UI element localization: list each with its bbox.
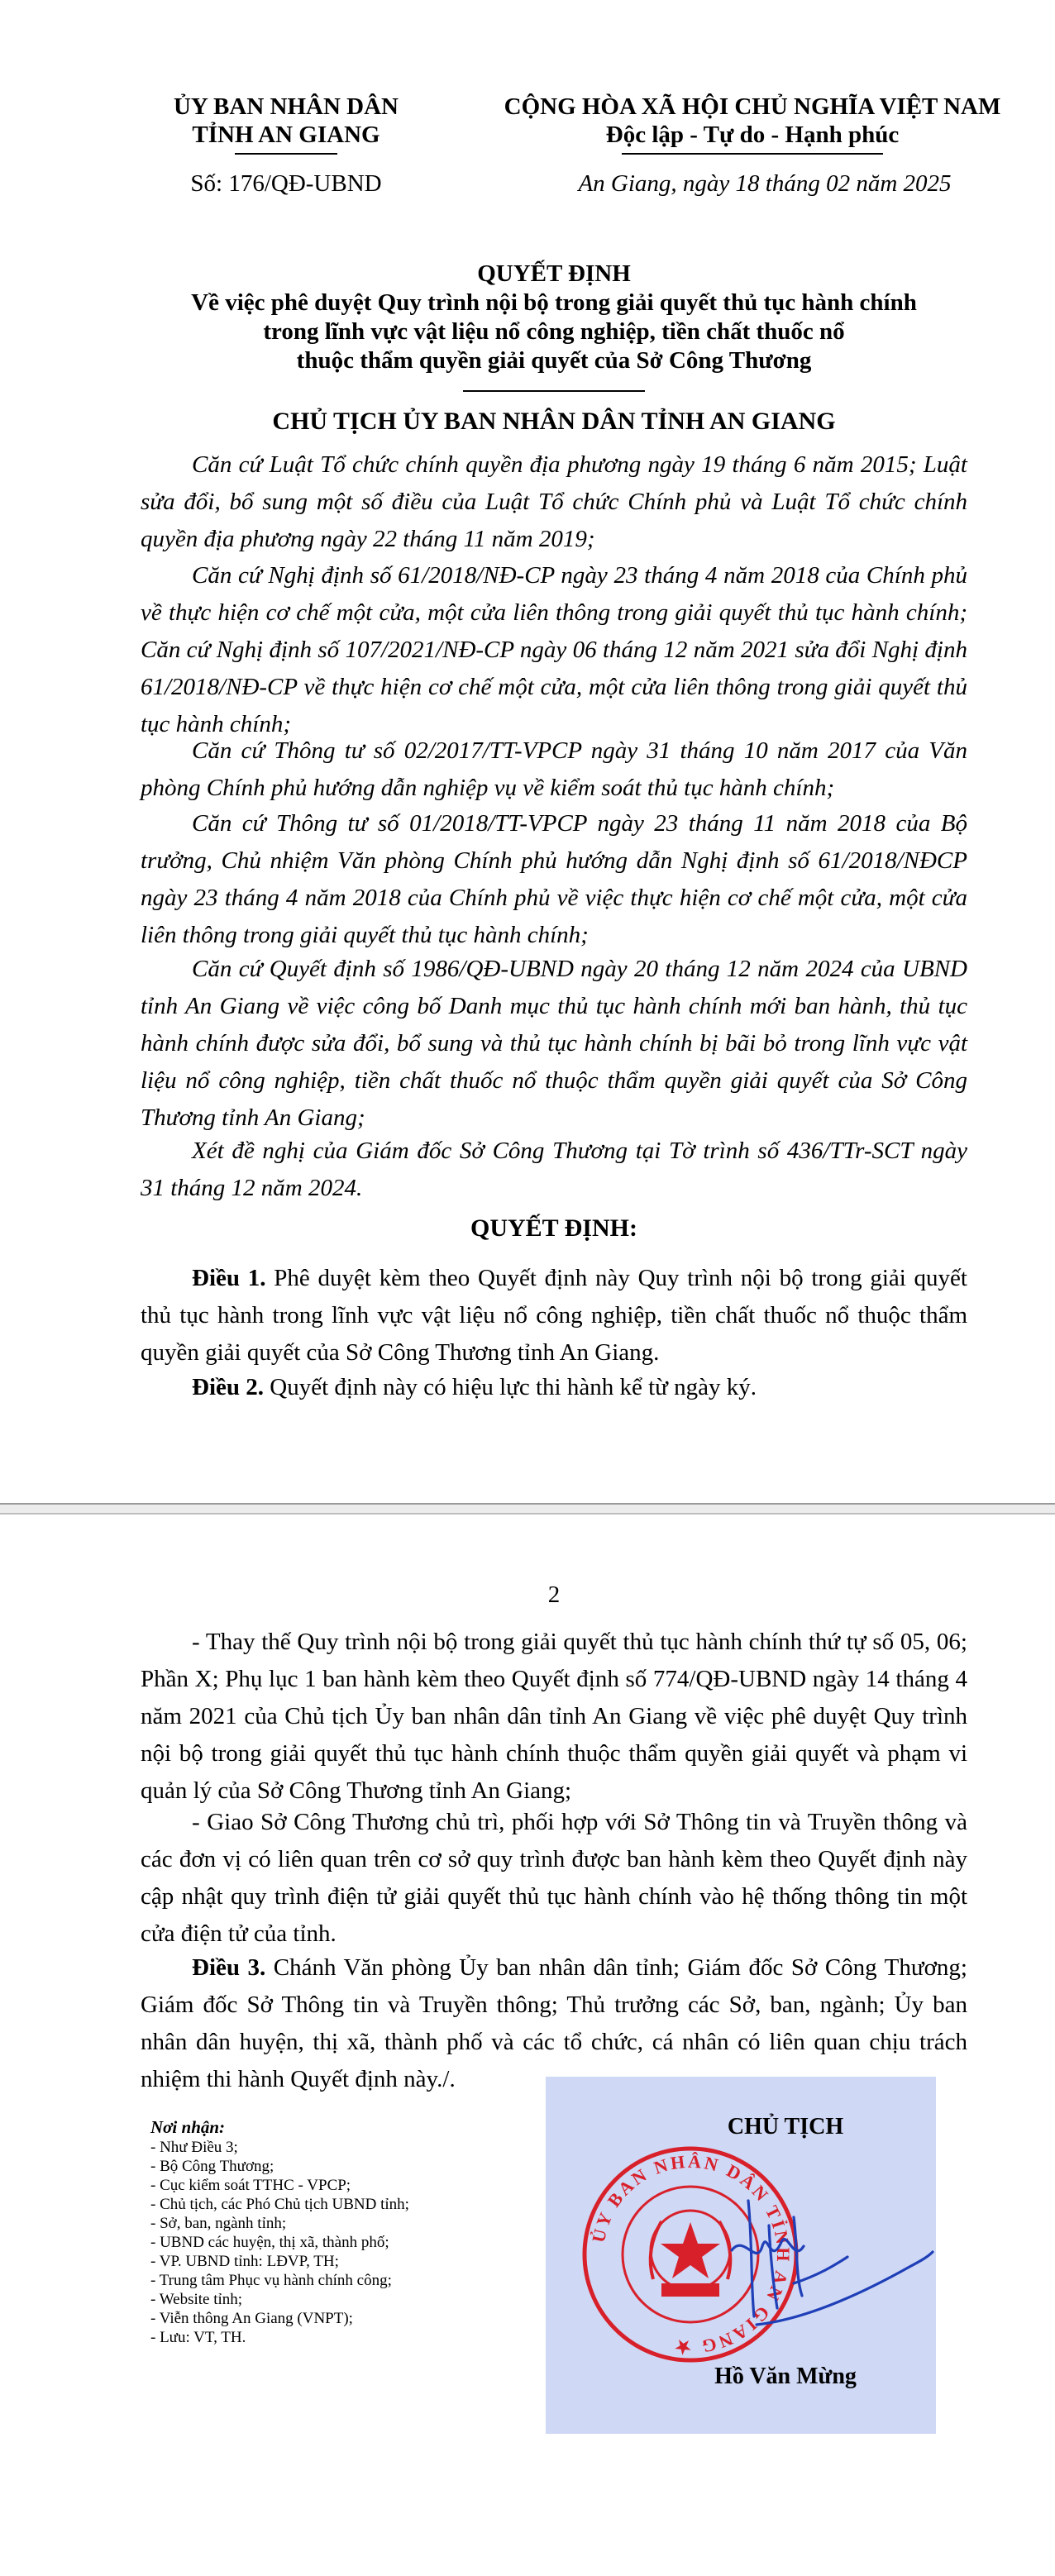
recipient-item: - Viễn thông An Giang (VNPT); — [150, 2310, 353, 2327]
signature-block — [546, 2077, 936, 2434]
article-2-text: Quyết định này có hiệu lực thi hành kể từ ngày ký. — [264, 1374, 757, 1400]
national-motto — [488, 93, 1017, 149]
decision-heading: QUYẾT ĐỊNH — [477, 260, 631, 287]
title-underline — [463, 390, 645, 392]
document-number: Số: 176/QĐ-UBND — [190, 170, 382, 197]
page-separator — [0, 1503, 1055, 1515]
motto-line: Độc lập - Tự do - Hạnh phúc — [605, 122, 900, 148]
signer-name: Hồ Văn Mừng — [714, 2364, 857, 2389]
recipient-item: - VP. UBND tỉnh: LĐVP, TH; — [150, 2253, 339, 2270]
preamble-6: Xét đề nghị của Giám đốc Sở Công Thương tại Tờ trình số 436/TTr-SCT ngày 31 tháng 12 năm 2024. — [141, 1138, 967, 1201]
issuer-underline — [235, 153, 337, 155]
article-2-label: Điều 2. — [192, 1374, 264, 1400]
issuing-authority — [141, 93, 432, 149]
preamble-4: Căn cứ Thông tư số 01/2018/TT-VPCP ngày 23 tháng 11 năm 2018 của Bộ trưởng, Chủ nhiệm Văn phòng Chính phủ hướng dẫn Nghị định số 61/2018/NĐCP ngày 23 tháng 4 năm 2018 của Chính phủ về việc thực hiện cơ chế một cửa, một cửa liên thông trong giải quyết thủ tục hành chính; — [141, 810, 967, 948]
decision-subheading: QUYẾT ĐỊNH: — [470, 1214, 637, 1242]
recipient-item: - Chủ tịch, các Phó Chủ tịch UBND tỉnh; — [150, 2196, 409, 2213]
preamble-5: Căn cứ Quyết định số 1986/QĐ-UBND ngày 20 tháng 12 năm 2024 của UBND tỉnh An Giang về việc công bố Danh mục thủ tục hành chính mới ban hành, thủ tục hành chính được sửa đổi, bổ sung và thủ tục hành chính bị bãi bỏ trong lĩnh vực vật liệu nổ công nghiệp, tiền chất thuốc nổ thuộc thẩm quyền giải quyết của Sở Công Thương tỉnh An Giang; — [141, 956, 967, 1131]
signer-title: CHỦ TỊCH — [727, 2114, 844, 2140]
article-2-item-2: - Giao Sở Công Thương chủ trì, phối hợp với Sở Thông tin và Truyền thông và các đơn vị có liên quan trên cơ sở quy trình được ban hành kèm theo Quyết định này cập nhật quy trình điện tử giải quyết thủ tục hành chính vào hệ thống thông tin một cửa điện tử của tỉnh. — [141, 1809, 967, 1947]
recipients-block — [150, 2116, 531, 2347]
title-line-3: thuộc thẩm quyền giải quyết của Sở Công Thương — [296, 347, 812, 374]
issuer-line-1: ỦY BAN NHÂN DÂN — [173, 93, 399, 120]
article-1-label: Điều 1. — [192, 1265, 266, 1291]
preamble-1: Căn cứ Luật Tổ chức chính quyền địa phương ngày 19 tháng 6 năm 2015; Luật sửa đổi, bổ sung một số điều của Luật Tổ chức Chính phủ và Luật Tổ chức chính quyền địa phương ngày 22 tháng 11 năm 2019; — [141, 451, 967, 552]
issuer-line-2: TỈNH AN GIANG — [192, 122, 380, 148]
authority-heading: CHỦ TỊCH ỦY BAN NHÂN DÂN TỈNH AN GIANG — [272, 408, 836, 435]
document-page-2 — [0, 1515, 1055, 2576]
motto-underline — [622, 153, 883, 155]
title-line-2: trong lĩnh vực vật liệu nổ công nghiệp, tiền chất thuốc nổ — [263, 318, 845, 345]
article-2-item-1: - Thay thế Quy trình nội bộ trong giải quyết thủ tục hành chính thứ tự số 05, 06; Phần X; Phụ lục 1 ban hành kèm theo Quyết định số 774/QĐ-UBND ngày 14 tháng 4 năm 2021 của Chủ tịch Ủy ban nhân dân tỉnh An Giang về việc phê duyệt Quy trình nội bộ trong giải quyết thủ tục hành chính thuộc thẩm quyền giải quyết và phạm vi quản lý của Sở Công Thương tỉnh An Giang; — [141, 1629, 967, 1804]
recipient-item: - Trung tâm Phục vụ hành chính công; — [150, 2272, 392, 2289]
recipient-item: - Bộ Công Thương; — [150, 2158, 274, 2175]
recipient-item: - Cục kiểm soát TTHC - VPCP; — [150, 2177, 351, 2194]
article-3 — [141, 1949, 967, 2098]
recipient-item: - Lưu: VT, TH. — [150, 2329, 246, 2346]
svg-text:ỦY BAN NHÂN DÂN TỈNH AN GIANG: ỦY BAN NHÂN DÂN TỈNH AN GIANG ★ — [587, 2150, 795, 2359]
article-3-label: Điều 3. — [192, 1954, 266, 1981]
article-1-text: Phê duyệt kèm theo Quyết định này Quy trình nội bộ trong giải quyết thủ tục hành trong lĩnh vực vật liệu nổ công nghiệp, tiền chất thuốc nổ thuộc thẩm quyền giải quyết của Sở Công Thương tỉnh An Giang. — [141, 1265, 967, 1366]
recipient-item: - Website tỉnh; — [150, 2291, 243, 2308]
place-date: An Giang, ngày 18 tháng 02 năm 2025 — [578, 170, 952, 197]
national-title: CỘNG HÒA XÃ HỘI CHỦ NGHĨA VIỆT NAM — [504, 93, 1001, 120]
preamble-2: Căn cứ Nghị định số 61/2018/NĐ-CP ngày 23 tháng 4 năm 2018 của Chính phủ về thực hiện cơ chế một cửa, một cửa liên thông trong giải quyết thủ tục hành chính; Căn cứ Nghị định số 107/2021/NĐ-CP ngày 06 tháng 12 năm 2021 sửa đổi Nghị định 61/2018/NĐ-CP về thực hiện cơ chế một cửa, một cửa liên thông trong giải quyết thủ tục hành chính; — [141, 562, 967, 737]
recipient-item: - Sở, ban, ngành tỉnh; — [150, 2215, 287, 2232]
official-seal — [585, 2149, 796, 2360]
recipients-heading: Nơi nhận: — [150, 2117, 226, 2137]
recipient-item: - UBND các huyện, thị xã, thành phố; — [150, 2234, 389, 2251]
title-line-1: Về việc phê duyệt Quy trình nội bộ trong giải quyết thủ tục hành chính — [191, 289, 917, 316]
page-number: 2 — [547, 1581, 561, 1608]
decision-title-block — [124, 260, 984, 375]
article-2 — [141, 1369, 967, 1406]
article-1 — [141, 1260, 967, 1371]
article-3-text: Chánh Văn phòng Ủy ban nhân dân tỉnh; Giám đốc Sở Công Thương; Giám đốc Sở Thông tin và Truyền thông; Thủ trưởng các Sở, ban, ngành; Ủy ban nhân dân huyện, thị xã, thành phố và các tổ chức, cá nhân có liên quan chịu trách nhiệm thi hành Quyết định này./. — [141, 1954, 967, 2092]
recipients-list — [150, 2138, 531, 2347]
preamble-3: Căn cứ Thông tư số 02/2017/TT-VPCP ngày 31 tháng 10 năm 2017 của Văn phòng Chính phủ hướng dẫn nghiệp vụ về kiểm soát thủ tục hành chính; — [141, 737, 967, 801]
recipient-item: - Như Điều 3; — [150, 2139, 238, 2156]
